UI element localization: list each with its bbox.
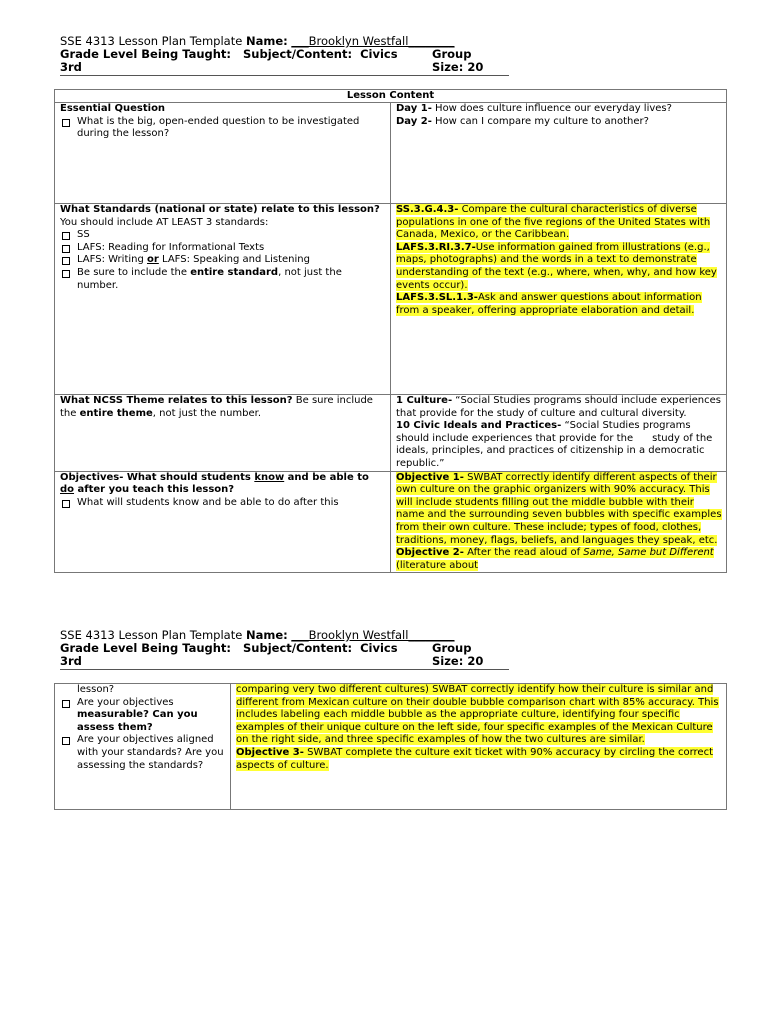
template-label: SSE 4313 Lesson Plan Template — [60, 34, 243, 48]
grade-value: 3rd — [60, 60, 82, 74]
list-item: Are your objectives measurable? Can you assess them? — [60, 697, 226, 735]
day2-text: How can I compare my culture to another? — [435, 115, 649, 127]
standard-2-code: LAFS.3.RI.3.7- — [396, 241, 476, 253]
grade-label: Grade Level Being Taught: — [60, 47, 232, 61]
standard-1-text: Compare the cultural characteristics of diverse populations in one of the five regions of the United States with Canada, Mexico, or the Caribbean. — [396, 204, 711, 241]
subject-value: Civics — [360, 641, 398, 655]
list-item: What is the big, open-ended question to be investigated during the lesson? — [60, 116, 386, 141]
template-label: SSE 4313 Lesson Plan Template — [60, 628, 243, 642]
group-size: Size: 20 — [432, 60, 484, 74]
grade-value: 3rd — [60, 654, 82, 668]
theme-1-label: 1 Culture- — [396, 395, 453, 406]
objectives-cell — [55, 471, 391, 573]
group-label: Group — [432, 641, 472, 655]
essential-question-answer — [391, 103, 727, 204]
objectives-answer-continued — [231, 684, 727, 810]
name-value: ___Brooklyn Westfall________ — [291, 628, 455, 642]
standards-answer — [391, 204, 727, 395]
page-header-1 — [60, 35, 510, 74]
standards-cell — [55, 204, 391, 395]
header-rule — [60, 75, 509, 76]
list-item: Are your objectives aligned with your standards? Are you assessing the standards? — [60, 734, 226, 772]
header-rule — [60, 669, 509, 670]
standard-3-code: LAFS.3.SL.1.3- — [396, 292, 478, 304]
list-item: Be sure to include the entire standard, not just the number. — [60, 267, 386, 292]
objective-1-text: SWBAT correctly identify different aspects of their own culture on the graphic organizers with 90% accuracy. This will include students filling out the middle bubble with their name and the surrounding seven bubbles with specific examples from their own culture. These include; types of food, clothes, traditions, money, flags, beliefs, and languages they speak, etc. — [396, 471, 722, 546]
standard-3-text: Ask and answer questions about information from a speaker, offering appropriate elaboration and detail. — [396, 292, 702, 316]
standard-1-code: SS.3.G.4.3- — [396, 204, 459, 215]
subject-value: Civics — [360, 47, 398, 61]
objective-2-label: Objective 2- — [396, 547, 464, 559]
lesson-content-title: Lesson Content — [55, 90, 727, 103]
page-header-2 — [60, 629, 510, 668]
theme-10-label: 10 Civic Ideals and Practices- — [396, 420, 562, 432]
day2-label: Day 2- — [396, 115, 432, 127]
objectives-heading: Objectives- What should students know and be able to do after you teach this lesson? — [60, 471, 369, 496]
lesson-content-table — [54, 89, 727, 573]
group-label: Group — [432, 47, 472, 61]
book-title: Same, Same but Different — [583, 547, 714, 559]
objective-1-label: Objective 1- — [396, 471, 464, 483]
standards-heading: What Standards (national or state) relate to this lesson? — [60, 204, 380, 215]
list-item: SS — [60, 229, 386, 242]
day1-text: How does culture influence our everyday lives? — [435, 103, 672, 114]
theme-10-text: “Social Studies programs should include experiences that provide for the study of the ideals, principles, and practices of citizenship in a democratic republic.” — [396, 420, 713, 469]
list-item: LAFS: Writing or LAFS: Speaking and Listening — [60, 254, 386, 267]
objective-2-continued-text: comparing very two different cultures) SWBAT correctly identify how their culture is similar and different from Mexican culture on their double bubble comparison chart with 85% accuracy. This includes labeling each middle bubble as the appropriate culture, identifying four specific examples of their unique culture on the left side, four specific examples of the Mexican Culture on the right side, and three specific examples of how the two cultures are similar. — [236, 684, 719, 746]
subject-label: Subject/Content: — [243, 641, 353, 655]
standards-intro: You should include AT LEAST 3 standards: — [60, 216, 269, 228]
subject-label: Subject/Content: — [243, 47, 353, 61]
name-label: Name: — [245, 628, 288, 642]
objectives-cell-continued — [55, 684, 231, 810]
ncss-answer — [391, 395, 727, 472]
objective-3-label: Objective 3- — [236, 746, 304, 758]
ncss-heading: What NCSS Theme relates to this lesson? — [60, 395, 293, 406]
objectives-answer: Objective 1- SWBAT correctly identify different aspects of their own culture on the graphic organizers with 90% accuracy. This will include students filling out the middle bubble with their name and the surrounding seven bubbles with specific examples from their own culture. These include; types of food, clothes, traditions, money, flags, beliefs, and languages they speak, etc. Objective 2- After the read aloud of Same, Same but Different (literature about — [391, 471, 727, 573]
essential-question-heading: Essential Question — [60, 103, 166, 114]
grade-label: Grade Level Being Taught: — [60, 641, 232, 655]
group-size: Size: 20 — [432, 654, 484, 668]
day1-label: Day 1- — [396, 103, 432, 114]
list-item: What will students know and be able to do after this — [60, 497, 386, 510]
name-label: Name: — [245, 34, 288, 48]
objectives-continued-text: lesson? — [77, 684, 115, 695]
standard-2-text: Use information gained from illustrations (e.g., maps, photographs) and the words in a text to demonstrate understanding of the text (e.g., where, when, why, and how key events occur). — [396, 241, 717, 291]
list-item: LAFS: Reading for Informational Texts — [60, 242, 386, 255]
objective-3-text: SWBAT complete the culture exit ticket with 90% accuracy by circling the correct aspects of culture. — [236, 746, 714, 771]
lesson-content-table-continued — [54, 683, 727, 810]
ncss-cell: What NCSS Theme relates to this lesson? Be sure include the entire theme, not just the number. — [55, 395, 391, 472]
essential-question-cell — [55, 103, 391, 204]
name-value: ___Brooklyn Westfall________ — [291, 34, 455, 48]
theme-1-text: “Social Studies programs should include experiences that provide for the study of culture and cultural diversity. — [396, 395, 721, 419]
